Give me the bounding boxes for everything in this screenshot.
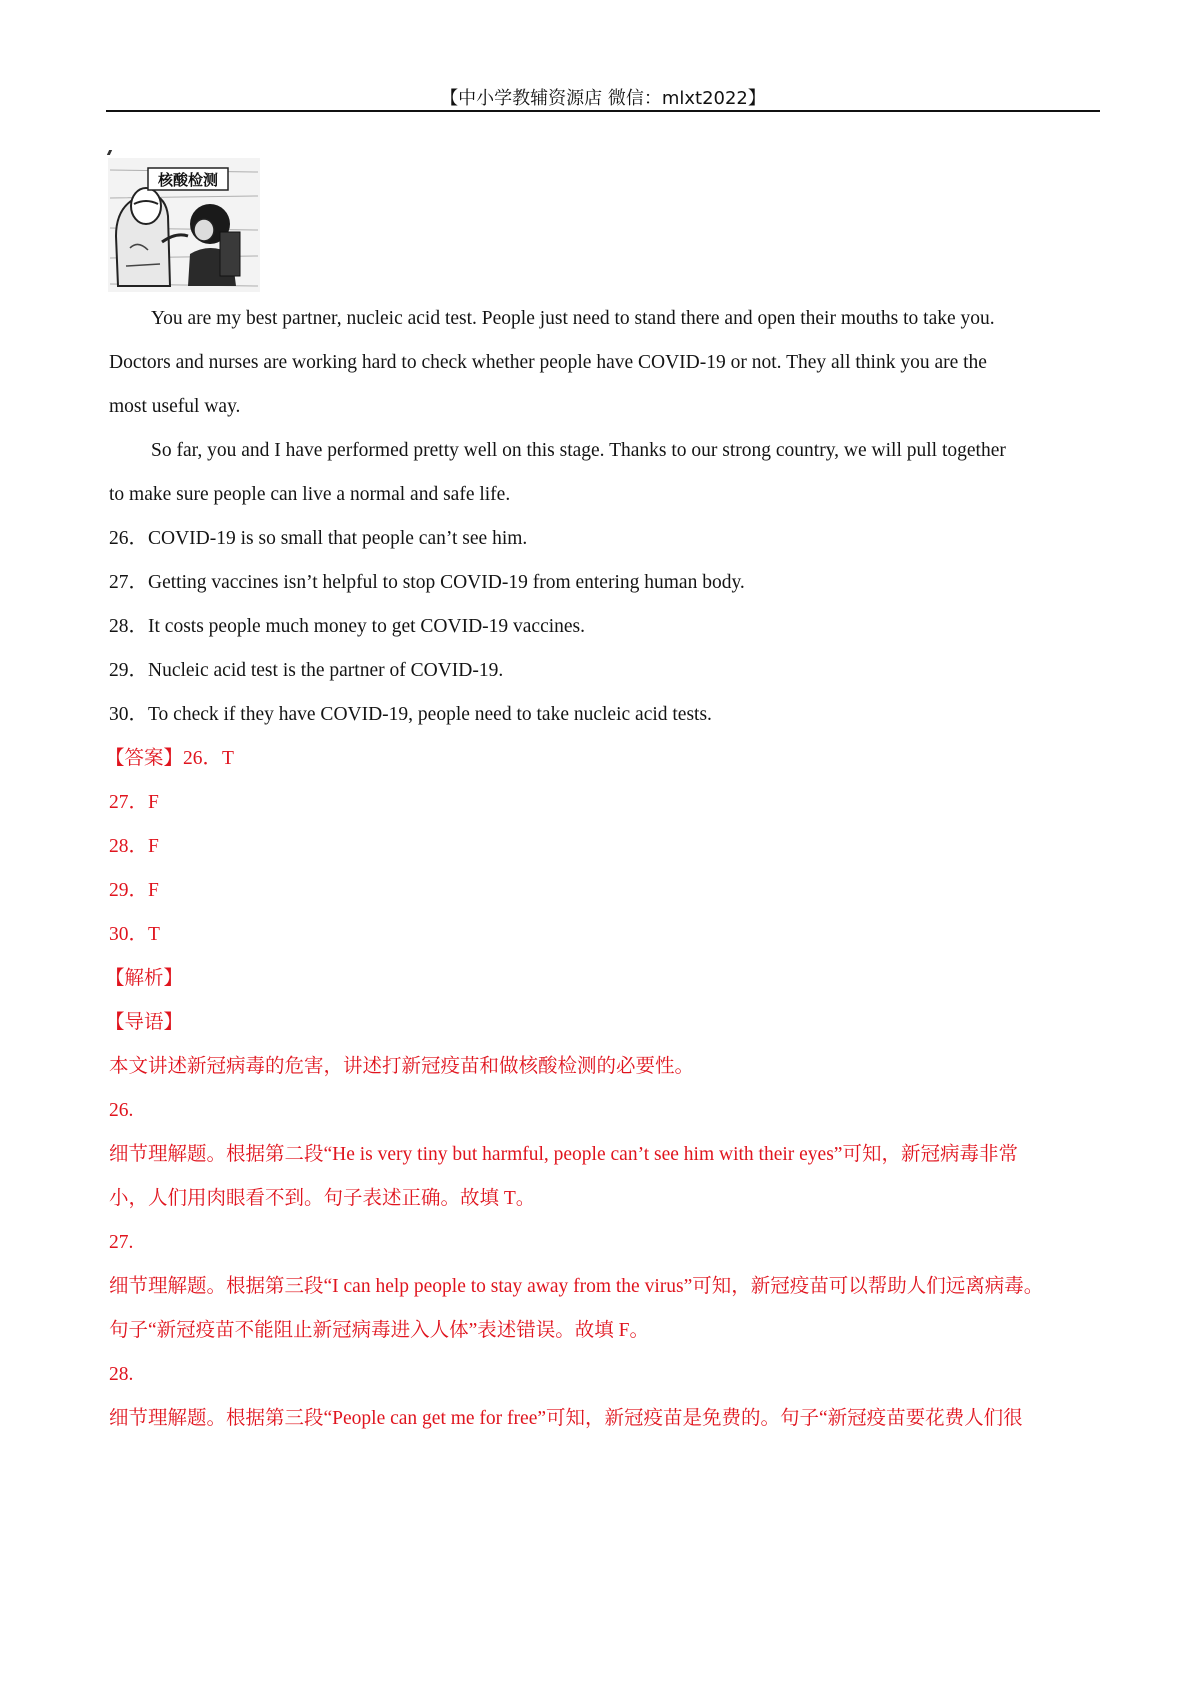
question-30: 30．To check if they have COVID-19, people need to take nucleic acid tests. [109, 704, 712, 725]
passage-line: most useful way. [109, 396, 241, 417]
guide-heading: 【导语】 [105, 1012, 184, 1033]
analysis-item-line: 句子“新冠疫苗不能阻止新冠病毒进入人体”表述错误。故填 F。 [109, 1320, 650, 1341]
passage-line: You are my best partner, nucleic acid test. People just need to stand there and open their mouths to take you. [151, 308, 995, 329]
analysis-item-number: 28. [109, 1364, 134, 1385]
analysis-heading: 【解析】 [105, 968, 184, 989]
header-divider [106, 110, 1100, 112]
analysis-item-line: 细节理解题。根据第三段“People can get me for free”可知，新冠疫苗是免费的。句子“新冠疫苗要花费人们很 [109, 1408, 1023, 1429]
answer-30: 30．T [109, 924, 160, 945]
answer-27: 27．F [109, 792, 159, 813]
analysis-item-line: 小，人们用肉眼看不到。句子表述正确。故填 T。 [109, 1188, 536, 1209]
analysis-item-number: 26. [109, 1100, 134, 1121]
answer-29: 29．F [109, 880, 159, 901]
page-header: 【中小学教辅资源店 微信：mlxt2022】 [440, 88, 766, 109]
nucleic-acid-test-illustration [108, 158, 260, 292]
answer-26: 【答案】26．T [105, 748, 234, 769]
illustration-caption: 核酸检测 [157, 171, 219, 189]
mark-glyph [107, 150, 112, 155]
analysis-item-line: 细节理解题。根据第三段“I can help people to stay away from the virus”可知，新冠疫苗可以帮助人们远离病毒。 [109, 1276, 1044, 1297]
question-26: 26．COVID-19 is so small that people can’t see him. [109, 528, 528, 549]
passage-line: to make sure people can live a normal and safe life. [109, 484, 511, 505]
analysis-item-line: 细节理解题。根据第二段“He is very tiny but harmful, people can’t see him with their eyes”可知，新冠病毒非常 [109, 1144, 1018, 1165]
analysis-item-number: 27. [109, 1232, 134, 1253]
question-27: 27．Getting vaccines isn’t helpful to stop COVID-19 from entering human body. [109, 572, 745, 593]
question-29: 29．Nucleic acid test is the partner of COVID-19. [109, 660, 504, 681]
question-28: 28．It costs people much money to get COVID-19 vaccines. [109, 616, 586, 637]
passage-line: Doctors and nurses are working hard to check whether people have COVID-19 or not. They all think you are the [109, 352, 987, 373]
answer-28: 28．F [109, 836, 159, 857]
guide-text: 本文讲述新冠病毒的危害，讲述打新冠疫苗和做核酸检测的必要性。 [109, 1056, 695, 1077]
passage-line: So far, you and I have performed pretty well on this stage. Thanks to our strong country, we will pull together [151, 440, 1006, 461]
